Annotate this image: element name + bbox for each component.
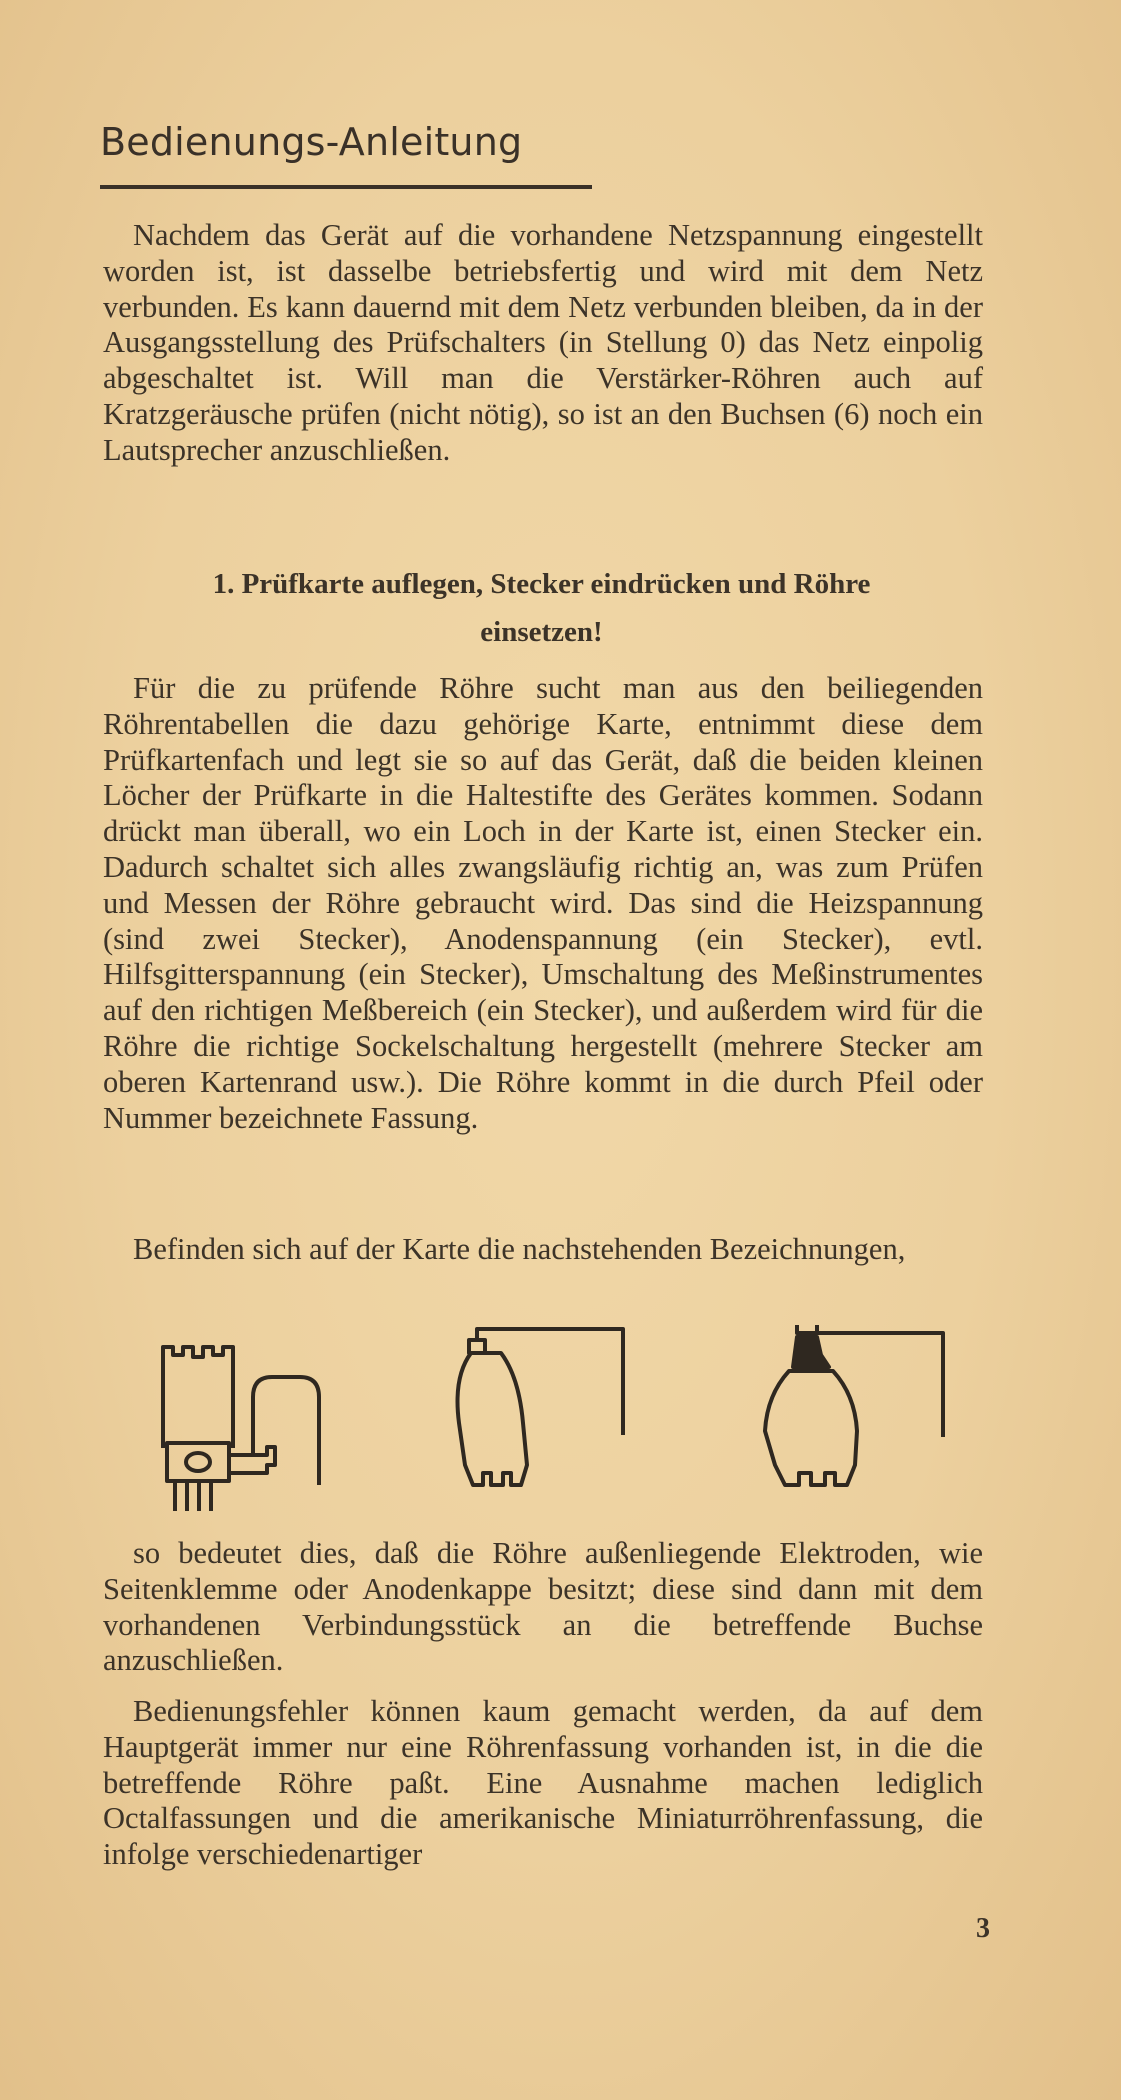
section-title-line1: 1. Prüfkarte auflegen, Stecker eindrücken und Röhre: [212, 568, 871, 600]
section-paragraph-1: Für die zu prüfende Röhre sucht man aus den beiliegenden Röhrentabellen die dazu gehörige Karte, entnimmt diese dem Prüfkartenfach und legt sie so auf das Gerät, daß die beiden kleinen Löcher der Prüfkarte in die Haltestifte des Gerätes kommen. Sodann drückt man überall, wo ein Loch in der Karte ist, einen Stecker ein. Dadurch schaltet sich alles zwangsläufig richtig an, was zum Prüfen und Messen der Röhre gebraucht wird. Das sind die Heizspannung (sind zwei Stecker), Anodenspannung (ein Stecker), evtl. Hilfsgitterspannung (ein Stecker), Umschaltung des Meßinstrumentes auf den richtigen Meßbereich (ein Stecker), und außerdem wird für die Röhre die richtige Sockelschaltung hergestellt (mehrere Stecker am oberen Kartenrand usw.). Die Röhre kommt in die durch Pfeil oder Nummer bezeichnete Fassung.: [103, 671, 983, 1135]
section-paragraph-3: so bedeutet dies, daß die Röhre außenliegende Elektroden, wie Seitenklemme oder Anodenkappe besitzt; diese sind dann mit dem vorhandenen Verbindungsstück an die betreffende Buchse anzuschließen.: [103, 1536, 983, 1678]
section-title-line2: einsetzen!: [480, 616, 603, 648]
top-cap-tube-symbol: [755, 1325, 955, 1525]
title-underline: [100, 185, 592, 189]
page-number: 3: [976, 1913, 990, 1944]
electrode-symbols: [155, 1325, 955, 1525]
intro-paragraph: Nachdem das Gerät auf die vorhandene Netzspannung eingestellt worden ist, ist dasselbe betriebsfertig und wird mit dem Netz verbunden. Es kann dauernd mit dem Netz verbunden bleiben, da in der Ausgangsstellung des Prüfschalters (in Stellung 0) das Netz einpolig abgeschaltet ist. Will man die Verstärker-Röhren auch auf Kratzgeräusche prüfen (nicht nötig), so ist an den Buchsen (6) noch ein Lautsprecher anzuschließen.: [103, 218, 983, 467]
side-clamp-tube-symbol: [155, 1325, 345, 1525]
anode-cap-tube-symbol: [455, 1325, 645, 1525]
section-paragraph-2: Befinden sich auf der Karte die nachstehenden Bezeichnungen,: [133, 1232, 906, 1266]
page-title: Bedienungs-Anleitung: [100, 120, 523, 164]
section-paragraph-4: Bedienungsfehler können kaum gemacht werden, da auf dem Hauptgerät immer nur eine Röhrenfassung vorhanden ist, in die die betreffende Röhre paßt. Eine Ausnahme machen lediglich Octalfassungen und die amerikanische Miniaturröhrenfassung, die infolge verschiedenartiger: [103, 1694, 983, 1872]
